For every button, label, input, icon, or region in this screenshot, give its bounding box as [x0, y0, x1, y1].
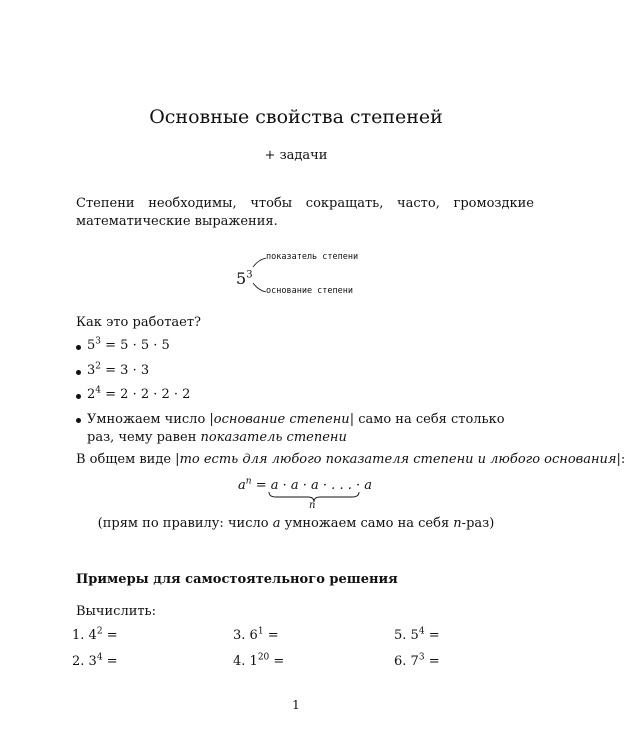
exercise-item — [233, 628, 279, 643]
document-title: Основные свойства степеней — [149, 106, 443, 128]
bullet-dot — [76, 370, 81, 375]
exercise-equals: = — [273, 654, 285, 669]
formula-base: a — [238, 478, 246, 493]
rule-text: Умножаем число | — [87, 412, 214, 427]
rule-note-text: (прям по правилу: число — [97, 516, 273, 531]
exercise-base: 5 — [410, 628, 419, 643]
exercise-number: 5. — [394, 628, 407, 643]
exercise-exponent: 4 — [96, 652, 103, 663]
exercise-number: 6. — [394, 654, 407, 669]
intro-paragraph: Степени необходимы, чтобы сокращать, часто, громоздкие математические выражения. — [76, 196, 534, 229]
general-emphasis: то есть для любого показателя степени и любого основания — [179, 452, 617, 467]
exercise-equals: = — [428, 628, 440, 643]
exercise-item — [72, 628, 118, 643]
general-suffix: |: — [616, 452, 625, 467]
exercise-equals: = — [106, 628, 118, 643]
exercise-base: 4 — [88, 628, 97, 643]
exercise-exponent: 2 — [96, 626, 103, 637]
base-label: основание степени — [266, 286, 353, 296]
exercise-number: 3. — [233, 628, 246, 643]
exercise-item — [394, 628, 440, 643]
exercise-base: 3 — [88, 654, 97, 669]
exercise-equals: = — [267, 628, 279, 643]
exercise-item — [394, 654, 440, 669]
exercise-number: 2. — [72, 654, 85, 669]
brace-label: n — [309, 500, 316, 511]
exercise-base: 6 — [249, 628, 258, 643]
bullet-dot — [76, 394, 81, 399]
rule-emphasis: основание степени — [213, 412, 350, 427]
power-exponent: 4 — [95, 385, 102, 396]
exercise-exponent: 1 — [257, 626, 264, 637]
exercise-number: 1. — [72, 628, 85, 643]
general-prefix: В общем виде | — [76, 452, 180, 467]
exercise-item — [72, 654, 118, 669]
exponent-label: показатель степени — [266, 252, 359, 262]
how-it-works-heading: Как это работает? — [76, 315, 202, 330]
power-base: 2 — [87, 387, 96, 402]
expansion: = 2 · 2 · 2 · 2 — [105, 387, 191, 402]
exercise-number: 4. — [233, 654, 246, 669]
document-subtitle: + задачи — [264, 148, 328, 163]
exercise-base: 1 — [249, 654, 258, 669]
formula-product: a · a · a · . . . · a — [270, 478, 372, 493]
exercise-exponent: 4 — [418, 626, 425, 637]
exercise-item — [233, 654, 284, 669]
expansion: = 5 · 5 · 5 — [105, 338, 170, 353]
power-base: 3 — [87, 363, 96, 378]
rule-note-text: -раз) — [461, 516, 495, 531]
rule-var-a: a — [272, 516, 281, 531]
power-base: 5 — [87, 338, 96, 353]
expansion: = 3 · 3 — [105, 363, 150, 378]
power-exponent: 3 — [95, 336, 102, 347]
general-form-line — [76, 452, 625, 467]
rule-var-n: n — [453, 516, 462, 531]
exercise-equals: = — [428, 654, 440, 669]
diagram-exponent: 3 — [246, 269, 253, 281]
exercise-base: 7 — [410, 654, 419, 669]
page-number: 1 — [292, 698, 300, 712]
power-exponent: 2 — [95, 361, 102, 372]
diagram-base: 5 — [236, 269, 247, 288]
compute-label: Вычислить: — [76, 604, 157, 619]
formula-exponent: n — [245, 476, 252, 487]
exercise-exponent: 20 — [257, 652, 270, 663]
exercise-exponent: 3 — [418, 652, 425, 663]
bullet-dot — [76, 418, 81, 423]
exercise-equals: = — [106, 654, 118, 669]
exercises-heading: Примеры для самостоятельного решения — [76, 572, 398, 587]
general-formula: $a^n = a \cdot a \cdot a$ · . . . · a — [238, 476, 372, 493]
rule-note-text: умножаем само на себя — [280, 516, 454, 531]
bullet-dot — [76, 345, 81, 350]
rule-emphasis: показатель степени — [200, 430, 347, 445]
rule-note — [0, 516, 592, 531]
rule-text: | само на себя столько раз, чему равен — [87, 412, 505, 445]
